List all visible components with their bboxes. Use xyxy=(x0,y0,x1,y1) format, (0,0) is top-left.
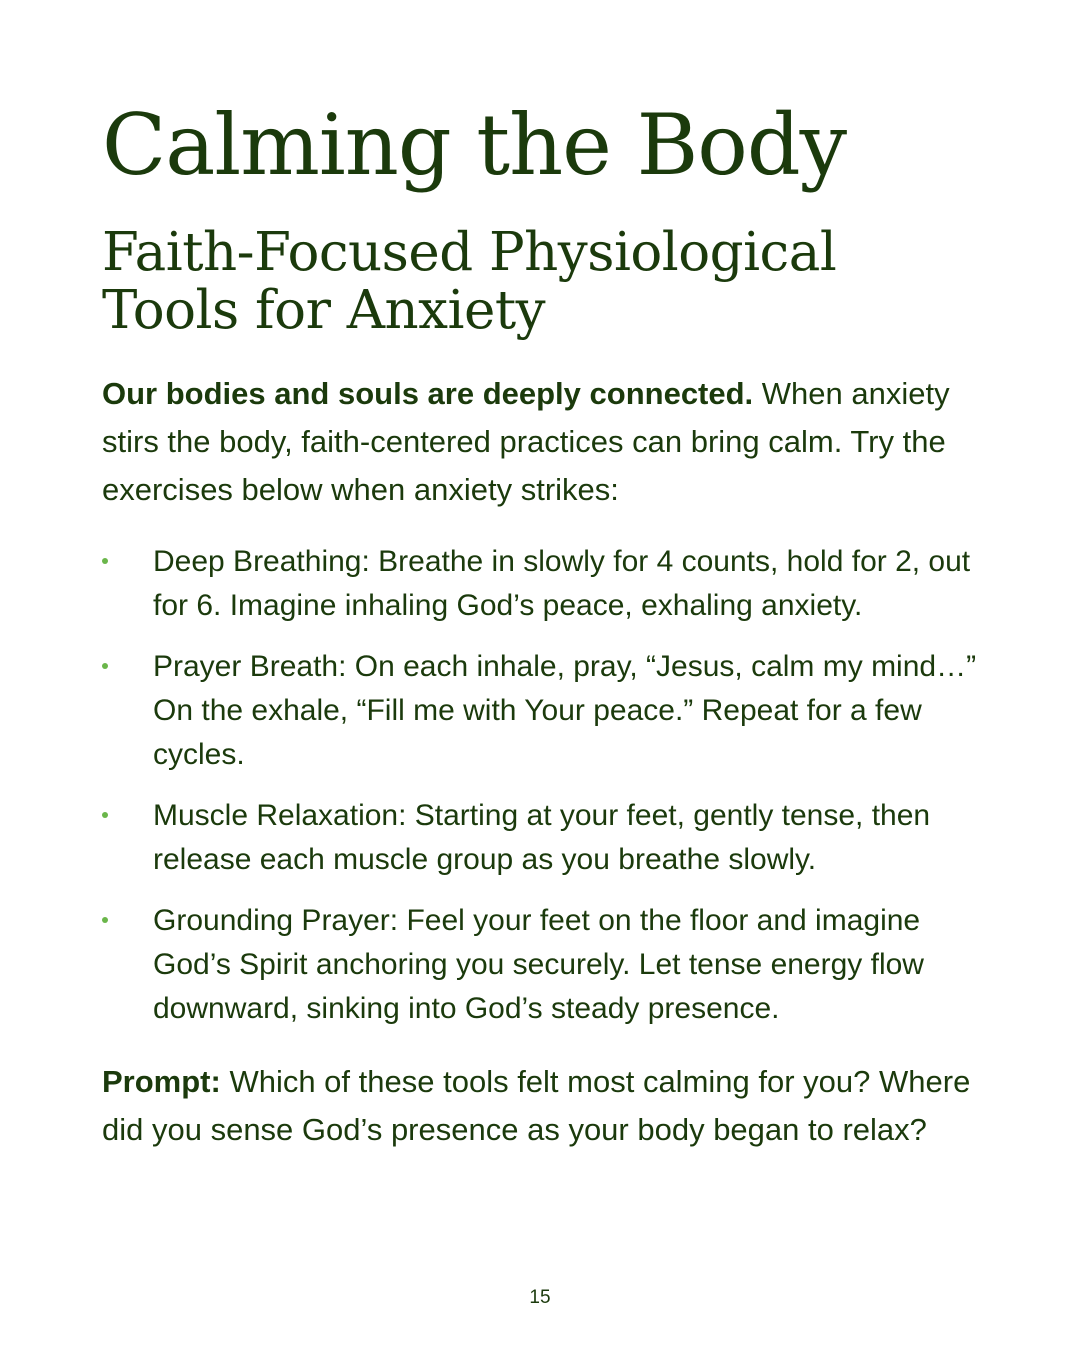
list-item-text: Prayer Breath: On each inhale, pray, “Jesus, calm my mind…” On the exhale, “Fill me with Your peace.” Repeat for a few cycles. xyxy=(153,650,977,771)
list-item-text: Muscle Relaxation: Starting at your feet, gently tense, then release each muscle group as you breathe slowly. xyxy=(153,799,931,876)
bullet-icon xyxy=(102,558,108,564)
page xyxy=(102,0,982,1350)
prompt-text: Which of these tools felt most calming for you? Where did you sense God’s presence as your body began to relax? xyxy=(102,1064,971,1147)
list-item xyxy=(102,645,982,777)
bullet-icon xyxy=(102,812,108,818)
page-title: Calming the Body xyxy=(102,96,847,194)
intro-text: When anxiety stirs the body, faith-centered practices can bring calm. Try the exercises below when anxiety strikes: xyxy=(102,376,950,507)
prompt-paragraph xyxy=(102,1058,982,1154)
intro-bold-lead: Our bodies and souls are deeply connected. xyxy=(102,376,754,411)
list-item-text: Deep Breathing: Breathe in slowly for 4 counts, hold for 2, out for 6. Imagine inhaling God’s peace, exhaling anxiety. xyxy=(153,545,971,622)
prompt-label: Prompt: xyxy=(102,1064,221,1099)
list-item-text: Grounding Prayer: Feel your feet on the floor and imagine God’s Spirit anchoring you securely. Let tense energy flow downward, sinking into God’s steady presence. xyxy=(153,904,924,1025)
bullet-icon xyxy=(102,917,108,923)
list-item xyxy=(102,899,982,1031)
list-item xyxy=(102,794,982,882)
intro-paragraph xyxy=(102,370,982,514)
list-item xyxy=(102,540,982,628)
tools-list xyxy=(102,540,982,1048)
bullet-icon xyxy=(102,663,108,669)
page-number: 15 xyxy=(529,1287,551,1308)
page-subtitle: Faith-Focused Physiological Tools for Anxiety xyxy=(102,222,837,341)
